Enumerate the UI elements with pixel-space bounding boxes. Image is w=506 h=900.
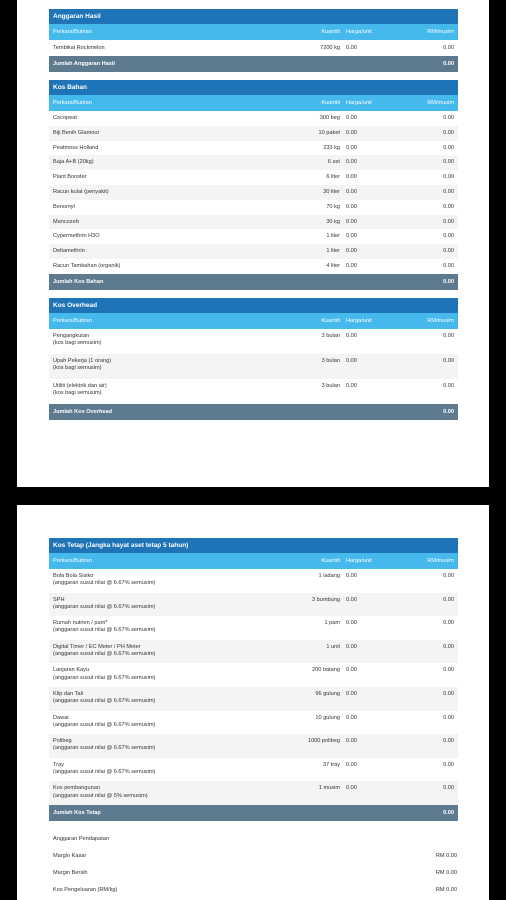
table-row [49, 229, 458, 244]
table-row [49, 616, 458, 640]
amount-cell: 0.00 [443, 785, 454, 792]
price-cell: 0.00 [346, 188, 357, 195]
price-cell: 0.00 [346, 233, 357, 240]
column-header: Harga/unit [346, 558, 372, 564]
table-kos-bahan [49, 80, 458, 290]
column-header: RM/musim [427, 100, 454, 106]
item-name: Upah Pekerja (1 orang) [53, 357, 112, 364]
table-row [49, 185, 458, 200]
table-row [49, 170, 458, 185]
amount-cell: 0.00 [443, 620, 454, 627]
quantity-cell: 7200 kg [320, 45, 340, 51]
table-row [49, 663, 458, 687]
column-header: Perkara/Butiran [53, 100, 92, 106]
column-header: Kuantiti [321, 558, 340, 564]
item-cell: Racun kulat (penyakit) [53, 188, 109, 195]
item-cell: Plant Booster [53, 174, 87, 181]
price-cell: 0.00 [346, 262, 357, 269]
item-cell: Tembikai Rockmelon [53, 45, 105, 51]
total-row [49, 56, 458, 72]
item-cell: Biji Benih Glamour [53, 129, 100, 136]
quantity-cell: 1 unit [326, 643, 340, 650]
total-row [49, 274, 458, 290]
amount-cell: 0.00 [443, 115, 454, 121]
price-cell: 0.00 [346, 643, 357, 650]
quantity-cell: 233 kg [323, 144, 340, 151]
table-row [49, 734, 458, 758]
summary-row [49, 882, 458, 899]
item-note: (anggaran susut nilai @ 6.67% semusim) [53, 580, 156, 587]
amount-cell: 0.00 [443, 188, 454, 195]
item-cell [53, 715, 300, 729]
column-header-row [49, 24, 458, 40]
quantity-cell: 30 kg [326, 218, 340, 225]
item-name: Dawai [53, 714, 69, 721]
amount-cell: 0.00 [443, 738, 454, 745]
table-row [49, 593, 458, 617]
item-name: Lanjaran Kayu [53, 667, 90, 674]
item-name: SPH [53, 596, 65, 603]
quantity-cell: 96 gulung [315, 690, 340, 697]
amount-cell: 0.00 [443, 248, 454, 255]
price-cell: 0.00 [346, 714, 357, 721]
item-note: (anggaran susut nilai @ 6.67% semusim) [53, 603, 156, 610]
table-row [49, 259, 458, 274]
table-row [49, 329, 458, 354]
price-cell: 0.00 [346, 45, 357, 51]
item-cell: Peatmoss Holland [53, 144, 99, 151]
item-cell [53, 762, 300, 776]
item-name: Kos pembangunan [53, 785, 100, 792]
table-row [49, 354, 458, 379]
column-header-row [49, 553, 458, 569]
amount-cell: 0.00 [443, 382, 454, 389]
quantity-cell: 3 bulan [321, 382, 340, 389]
item-cell: Cypermethrin H3O [53, 233, 100, 240]
item-cell [53, 644, 300, 658]
amount-cell: 0.00 [443, 233, 454, 240]
price-cell: 0.00 [346, 596, 357, 603]
total-value: 0.00 [443, 278, 454, 285]
section-title: Anggaran Hasil [49, 9, 458, 24]
item-cell: Mancozeb [53, 218, 79, 225]
quantity-cell: 300 beg [319, 115, 340, 121]
summary-label: Margin Kasar [53, 852, 87, 859]
section-title: Kos Overhead [49, 298, 458, 313]
item-cell [53, 691, 300, 705]
price-cell: 0.00 [346, 174, 357, 181]
table-row [49, 126, 458, 141]
quantity-cell: 1 liter [326, 233, 340, 240]
amount-cell: 0.00 [443, 174, 454, 181]
item-name: Rumah nutrien / pam* [53, 620, 108, 627]
amount-cell: 0.00 [443, 714, 454, 721]
amount-cell: 0.00 [443, 129, 454, 136]
price-cell: 0.00 [346, 690, 357, 697]
price-cell: 0.00 [346, 332, 357, 339]
item-note: (anggaran susut nilai @ 6.67% semusim) [53, 627, 156, 634]
table-row [49, 215, 458, 230]
total-label: Jumlah Kos Bahan [53, 278, 104, 285]
table-kos-overhead [49, 298, 458, 420]
quantity-cell: 10 paket [318, 129, 340, 136]
total-row [49, 805, 458, 821]
item-note: (kos bagi semusim) [53, 364, 102, 371]
total-label: Jumlah Kos Overhead [53, 408, 113, 415]
quantity-cell: 30 liter [323, 188, 340, 195]
table-anggaran-hasil [49, 9, 458, 72]
price-cell: 0.00 [346, 129, 357, 136]
table-row [49, 244, 458, 259]
price-cell: 0.00 [346, 248, 357, 255]
table-row [49, 141, 458, 156]
quantity-cell: 1 liter [326, 248, 340, 255]
amount-cell: 0.00 [443, 573, 454, 579]
column-header: Kuantiti [321, 100, 340, 106]
table-row [49, 781, 458, 805]
table-row [49, 155, 458, 170]
total-label: Jumlah Kos Tetap [53, 809, 101, 816]
table-row [49, 569, 458, 593]
table-body [49, 329, 458, 404]
quantity-cell: 3 bulan [321, 332, 340, 339]
column-header: RM/musim [427, 29, 454, 35]
summary-value: RM 0.00 [435, 886, 457, 893]
amount-cell: 0.00 [443, 159, 454, 166]
price-cell: 0.00 [346, 761, 357, 768]
item-cell [53, 383, 300, 397]
amount-cell: 0.00 [443, 144, 454, 151]
table-row [49, 711, 458, 735]
price-cell: 0.00 [346, 667, 357, 674]
amount-cell: 0.00 [443, 45, 454, 51]
quantity-cell: 6 set [327, 159, 340, 166]
column-header: RM/musim [427, 317, 454, 324]
item-name: Bola Bola Sisiko [53, 573, 94, 579]
item-cell [53, 358, 300, 372]
table-body [49, 111, 458, 274]
price-cell: 0.00 [346, 357, 357, 364]
item-cell [53, 573, 300, 587]
item-name: Digital Timer / EC Meter / PH Meter [53, 643, 141, 650]
total-value: 0.00 [443, 61, 454, 67]
item-note: (anggaran susut nilai @ 6.67% semusim) [53, 721, 156, 728]
column-header-row [49, 313, 458, 329]
column-header: Harga/unit [346, 100, 372, 106]
summary-heading-row [49, 831, 458, 848]
amount-cell: 0.00 [443, 761, 454, 768]
quantity-cell: 3 bulan [321, 357, 340, 364]
summary-row [49, 865, 458, 882]
amount-cell: 0.00 [443, 218, 454, 225]
item-cell: Cocopeat [53, 115, 77, 121]
summary-row [49, 848, 458, 865]
table-body [49, 569, 458, 805]
table-body [49, 40, 458, 56]
item-note: (kos bagi semusim) [53, 339, 102, 346]
column-header: Harga/unit [346, 29, 372, 35]
document-page-1 [17, 0, 489, 487]
price-cell: 0.00 [346, 620, 357, 627]
item-note: (anggaran susut nilai @ 6.67% semusim) [53, 768, 156, 775]
table-row [49, 758, 458, 782]
summary-value: RM 0.00 [435, 852, 457, 859]
total-value: 0.00 [443, 408, 454, 415]
price-cell: 0.00 [346, 203, 357, 210]
summary-value: RM 0.00 [435, 869, 457, 876]
document-page-2 [17, 505, 489, 900]
summary-label: Kos Pengeluaran (RM/kg) [53, 886, 118, 893]
price-cell: 0.00 [346, 115, 357, 121]
table-row [49, 200, 458, 215]
column-header: Kuantiti [321, 317, 340, 324]
item-cell [53, 620, 300, 634]
column-header: Perkara/Butiran [53, 29, 92, 35]
total-value: 0.00 [443, 809, 454, 816]
quantity-cell: 3 bumbung [312, 596, 340, 603]
amount-cell: 0.00 [443, 667, 454, 674]
amount-cell: 0.00 [443, 332, 454, 339]
item-name: Tray [53, 761, 64, 768]
item-cell: Deltamethrin [53, 248, 85, 255]
amount-cell: 0.00 [443, 643, 454, 650]
table-row [49, 687, 458, 711]
quantity-cell: 70 kg [326, 203, 340, 210]
item-note: (kos bagi semusim) [53, 389, 102, 396]
total-row [49, 404, 458, 420]
item-cell [53, 667, 300, 681]
amount-cell: 0.00 [443, 203, 454, 210]
price-cell: 0.00 [346, 159, 357, 166]
amount-cell: 0.00 [443, 262, 454, 269]
quantity-cell: 1 pam [324, 620, 340, 627]
quantity-cell: 1 musim [318, 785, 340, 792]
quantity-cell: 6 liter [326, 174, 340, 181]
section-title: Kos Bahan [49, 80, 458, 95]
quantity-cell: 10 gulung [315, 714, 340, 721]
column-header-row [49, 95, 458, 111]
quantity-cell: 4 liter [326, 262, 340, 269]
table-row [49, 111, 458, 126]
column-header: Perkara/Butiran [53, 558, 92, 564]
column-header: Perkara/Butiran [53, 317, 92, 324]
total-label: Jumlah Anggaran Hasil [53, 61, 115, 67]
table-kos-tetap [49, 538, 458, 821]
quantity-cell: 1 ladang [318, 573, 340, 579]
price-cell: 0.00 [346, 382, 357, 389]
summary-heading: Anggaran Pendapatan [53, 835, 109, 842]
item-note: (anggaran susut nilai @ 5% semusim) [53, 792, 148, 799]
price-cell: 0.00 [346, 785, 357, 792]
income-summary [49, 831, 458, 899]
item-note: (anggaran susut nilai @ 6.67% semusim) [53, 650, 156, 657]
amount-cell: 0.00 [443, 690, 454, 697]
table-row [49, 40, 458, 56]
item-name: Polibeg [53, 738, 72, 745]
column-header: RM/musim [427, 558, 454, 564]
column-header: Harga/unit [346, 317, 372, 324]
price-cell: 0.00 [346, 573, 357, 579]
amount-cell: 0.00 [443, 596, 454, 603]
item-note: (anggaran susut nilai @ 6.67% semusim) [53, 674, 156, 681]
table-row [49, 379, 458, 404]
quantity-cell: 1000 polibeg [307, 738, 340, 745]
item-cell [53, 597, 300, 611]
item-name: Utiliti (elektrik dan air) [53, 382, 107, 389]
section-title: Kos Tetap (Jangka hayat aset tetap 5 tahun) [49, 538, 458, 553]
item-cell [53, 738, 300, 752]
item-note: (anggaran susut nilai @ 6.67% semusim) [53, 745, 156, 752]
item-note: (anggaran susut nilai @ 6.67% semusim) [53, 698, 156, 705]
item-cell: Racun Tambahan (organik) [53, 262, 121, 269]
item-cell: Benomyl [53, 203, 75, 210]
item-cell [53, 333, 300, 347]
item-cell [53, 785, 300, 799]
column-header: Kuantiti [321, 29, 340, 35]
item-name: Klip dan Tali [53, 690, 84, 697]
summary-label: Margin Bersih [53, 869, 88, 876]
price-cell: 0.00 [346, 218, 357, 225]
quantity-cell: 200 batang [312, 667, 340, 674]
amount-cell: 0.00 [443, 357, 454, 364]
quantity-cell: 37 tray [322, 761, 340, 768]
item-cell: Baja A+B (20kg) [53, 159, 94, 166]
price-cell: 0.00 [346, 738, 357, 745]
price-cell: 0.00 [346, 144, 357, 151]
item-name: Pengangkutan [53, 332, 90, 339]
table-row [49, 640, 458, 664]
